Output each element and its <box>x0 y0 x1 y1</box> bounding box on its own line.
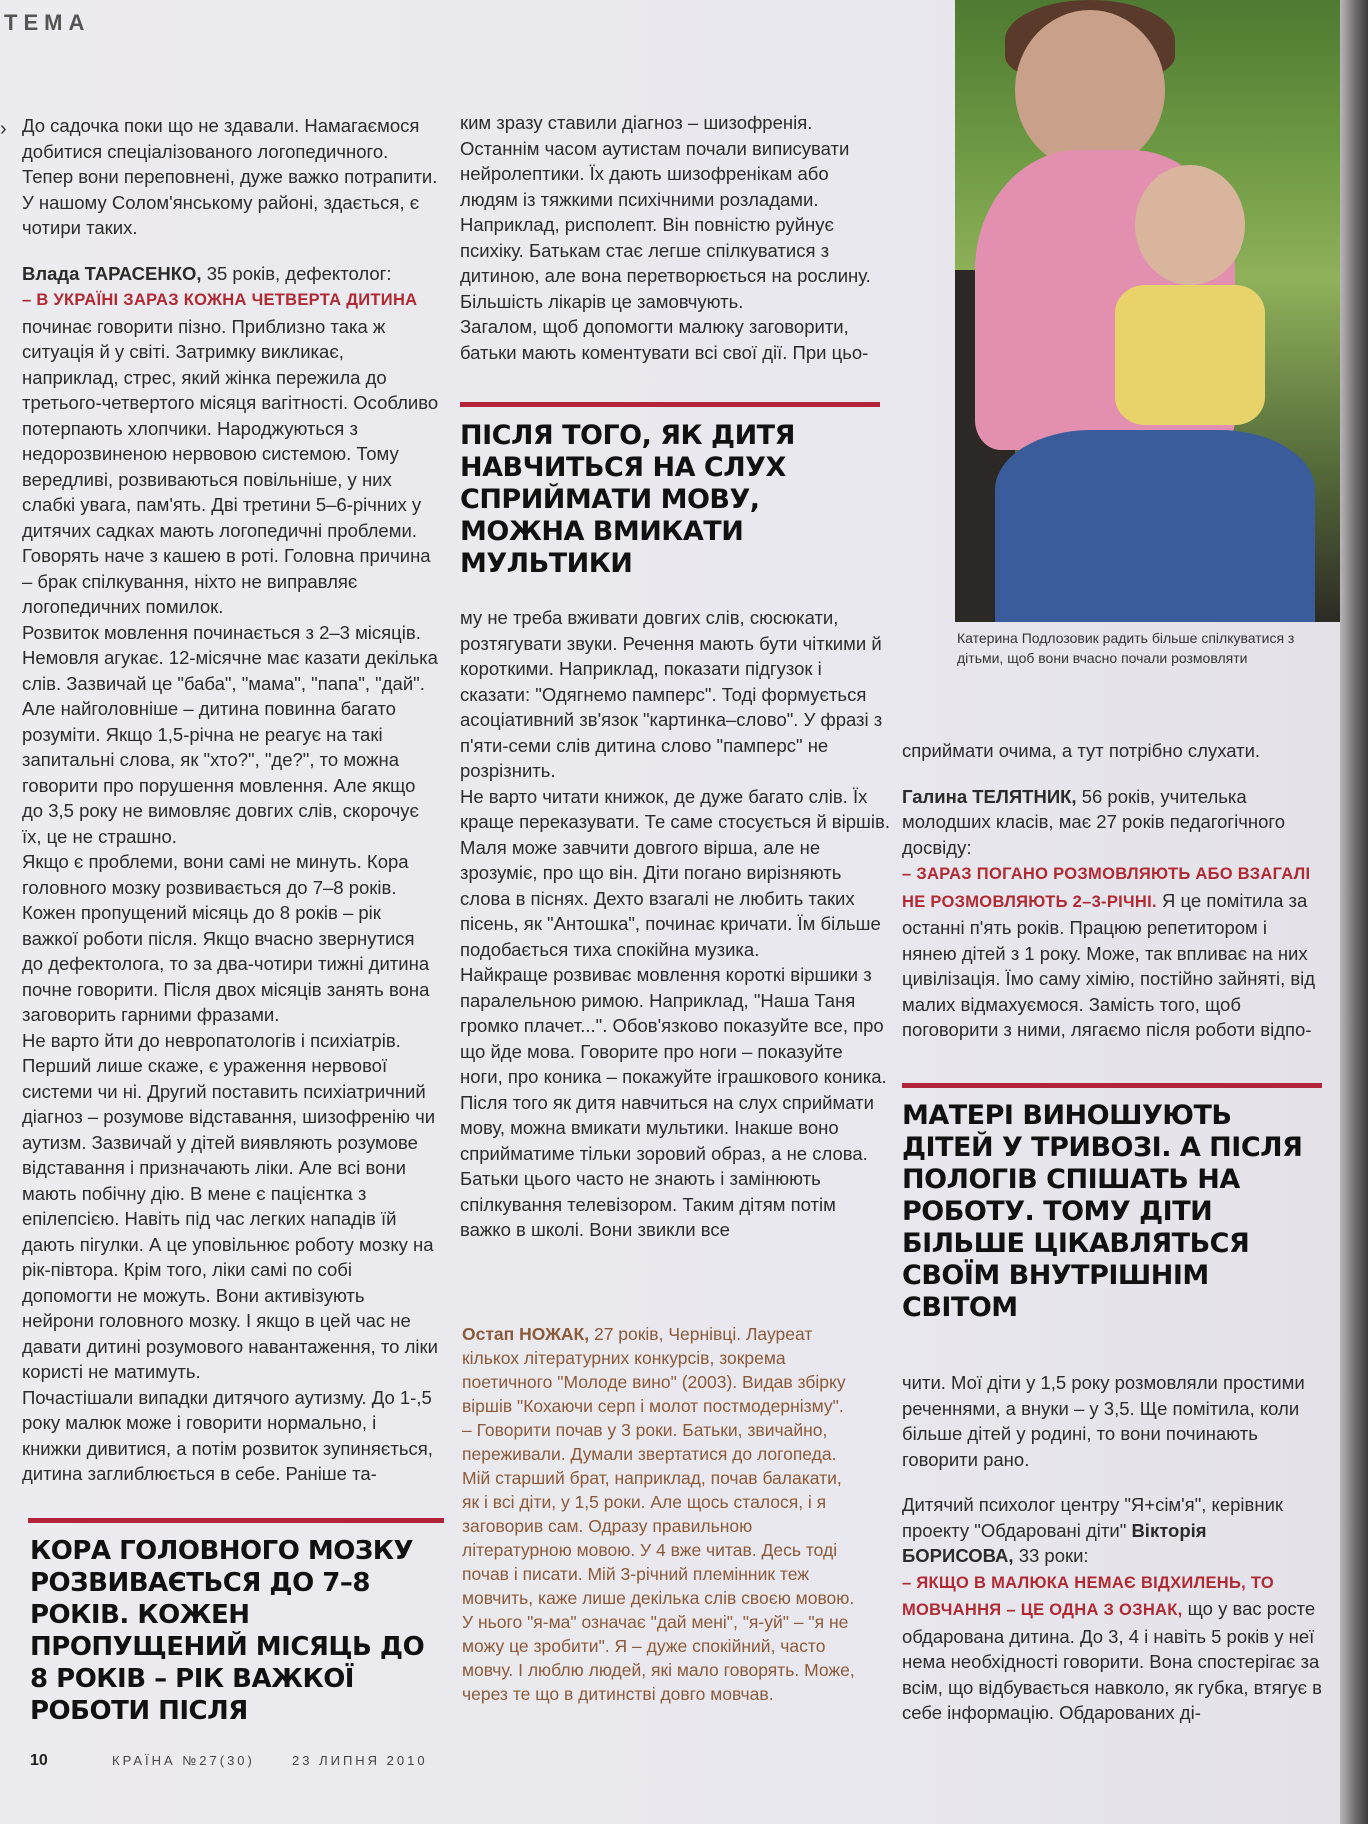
column-3-bottom <box>902 1370 1322 1726</box>
column-1 <box>22 113 440 1487</box>
paragraph: До садочка поки що не здавали. Намагаємося добитися спеціалізованого логопедичного. Тепер вони переповнені, дуже важко потрапити. У нашому Солом'янському районі, здається, є чотири таких. <box>22 115 438 238</box>
speaker-intro <box>902 784 1322 861</box>
column-2-bio <box>462 1322 862 1706</box>
paragraph: Не варто читати книжок, де дуже багато слів. Їх краще переказувати. Те саме стосується й віршів. Маля може завчити довгого вірша, але не зрозуміє, про що він. Діти погано вирізняють слова в піснях. Дехто взагалі не любить таких пісень, як "Антошка", починає кричати. Їм більше подобається тиха спокійна музика. <box>460 785 890 960</box>
page-number: 10 <box>30 1752 48 1769</box>
paragraph: Загалом, щоб допомогти малюку заговорити, батьки мають коментувати всі свої дії. При цьо- <box>460 316 869 363</box>
quote <box>902 1569 1322 1726</box>
paragraph: чити. Мої діти у 1,5 року розмовляли простими реченнями, а внуки – у 3,5. Ще помітила, коли більше дітей у родині, то вони починають говорити рано. <box>902 1372 1305 1470</box>
speaker-info: 35 років, дефектолог: <box>201 262 392 284</box>
quote-highlight: – ЗАРАЗ ПОГАНО РОЗМОВЛЯЮТЬ АБО ВЗАГАЛІ НЕ РОЗМОВЛЯЮТЬ 2–3-РІЧНІ. <box>902 865 1311 911</box>
paragraph: Найкраще розвиває мовлення короткі віршики з паралельною римою. Наприклад, "Наша Таня громко плачет...". Обов'язково показуйте все, про що йде мова. Говорите про ноги – показуйте ноги, про коника – покажуйте іграшкового коника. Після того як дитя навчиться на слух сприймати мову, можна вмикати мультики. Інакше воно сприйматиме тільки зоровий образ, а не слова. Батьки цього часто не знають і замінюють спілкування телевізором. Таким дітям потім важко в школі. Вони звикли все <box>460 964 887 1240</box>
paragraph: Не варто йти до невропатологів і психіатрів. Перший лише скаже, є ураження нервової системи чи ні. Другий поставить психіатричний діагноз – розумове відставання, шизофренію чи аутизм. Зазвичай у дітей виявляють розумове відставання і призначають ліки. Але всі вони мають побічну дію. В мене є пацієнтка з епілепсією. Навіть під час легких нападів їй дають пігулки. А це уповільнює роботу мозку на рік-півтора. Крім того, ліки самі по собі допомогти не можуть. Вони активізують нейрони головного мозку. І якщо в цей час не давати дитині розумового навантаження, то ліки користі не матимуть. <box>22 1029 438 1382</box>
quote-text: Я це помітила за останні п'ять років. Працюю репетитором і нянею дітей з 1 року. Може, так впливає на них цивілізація. Їмо саму хімію, постійно зайняті, від малих відмахуємося. Замість того, щоб поговорити з ними, лягаємо після роботи відпо- <box>902 889 1316 1040</box>
pull-quote-rule <box>460 402 880 407</box>
speaker-name: Галина ТЕЛЯТНИК, <box>902 785 1077 807</box>
page-edge <box>1340 0 1368 1824</box>
quote <box>22 286 440 620</box>
column-2-top <box>460 110 890 365</box>
quote-highlight: – ЯКЩО В МАЛЮКА НЕМАЄ ВІДХИЛЕНЬ, ТО МОВЧАННЯ – ЦЕ ОДНА З ОЗНАК, <box>902 1573 1275 1619</box>
chevron-right-icon: › <box>0 118 7 140</box>
speaker-name: Вікторія БОРИСОВА, <box>902 1519 1207 1566</box>
quote-text: починає говорити пізно. Приблизно така ж ситуація й у світі. Затримку викликає, наприклад, стрес, який жінка пережила до третього-четвертого місяця вагітності. Особливо потерпають хлопчики. Народжуються з недорозвиненою нервовою системою. Тому вередливі, розвиваються повільніше, у них слабкі увага, пам'ять. Дві третини 5–6-річних у дитячих садках мають логопедичні проблеми. Говорять наче з кашею в роті. Головна причина – брак спілкування, ніхто не виправляє логопедичних помилок. <box>22 315 439 617</box>
paragraph: сприймати очима, а тут потрібно слухати. <box>902 740 1261 761</box>
pull-quote: МАТЕРІ ВИНОШУЮТЬ ДІТЕЙ У ТРИВОЗІ. А ПІСЛЯ ПОЛОГІВ СПІШАТЬ НА РОБОТУ. ТОМУ ДІТИ БІЛЬШЕ ЦІКАВЛЯТЬСЯ СВОЇМ ВНУТРІШНІМ СВІТОМ <box>902 1100 1303 1323</box>
paragraph: ким зразу ставили діагноз – шизофренія. Останнім часом аутистам почали виписувати нейролептики. Їх дають шизофренікам або людям із тяжкими психічними розладами. Наприклад, рисполепт. Він повністю руйнує психіку. Батькам стає легше спілкуватися з дитиною, але вона перетворюється на рослину. Більшість лікарів це замовчують. <box>460 112 871 312</box>
pull-quote: КОРА ГОЛОВНОГО МОЗКУ РОЗВИВАЄТЬСЯ ДО 7–8 РОКІВ. КОЖЕН ПРОПУЩЕНИЙ МІСЯЦЬ ДО 8 РОКІВ – РІК ВАЖКОЇ РОБОТИ ПІСЛЯ <box>30 1536 425 1726</box>
speaker-info: 33 роки: <box>1013 1545 1089 1566</box>
speaker-intro <box>22 261 440 287</box>
pull-quote-rule <box>902 1083 1322 1088</box>
speaker-name: Влада ТАРАСЕНКО, <box>22 262 202 284</box>
pull-quote: ПІСЛЯ ТОГО, ЯК ДИТЯ НАВЧИТЬСЯ НА СЛУХ СПРИЙМАТИ МОВУ, МОЖНА ВМИКАТИ МУЛЬТИКИ <box>460 420 795 579</box>
speaker-role: Дитячий психолог центру "Я+сім'я", керівник проекту "Обдаровані діти" <box>902 1494 1284 1541</box>
quote <box>902 860 1322 1043</box>
photo-caption: Катерина Подлозовик радить більше спілкуватися з дітьми, щоб вони вчасно почали розмовляти <box>957 630 1295 666</box>
pull-quote-rule <box>28 1518 444 1523</box>
speaker-info: 56 років, учителька молодших класів, має 27 років педагогічного досвіду: <box>902 785 1285 858</box>
photo-mother-child <box>955 0 1340 622</box>
speaker-intro <box>902 1492 1322 1569</box>
bio <box>462 1322 862 1418</box>
bio-quote: – Говорити почав у 3 роки. Батьки, звичайно, переживали. Думали звертатися до логопеда. Мій старший брат, наприклад, почав балакати, як і всі діти, у 1,5 роки. Але щось сталося, і я заговорив сам. Одразу правильною літературною мовою. У 4 вже читав. Десь тоді почав і писати. Мій 3-річний племінник теж мовчить, каже лише декілька слів своєю мовою. У нього "я-ма" означає "дай мені", "я-уй" – "я не можу це зробити". Я – дуже спокійний, часто мовчу. І люблю людей, які мало говорять. Може, через те що в дитинстві довго мовчав. <box>462 1420 855 1704</box>
paragraph: Якщо є проблеми, вони самі не минуть. Кора головного мозку розвивається до 7–8 років. Кожен пропущений місяць до 8 років – рік важкої роботи після. Якщо вчасно звернутися до дефектолога, то за два-чотири тижні дитина почне говорити. Після двох місяців занять вона заговорить гарними фразами. <box>22 851 430 1025</box>
issue-date: 23 ЛИПНЯ 2010 <box>292 1753 428 1768</box>
magazine-issue: КРАЇНА №27(30) <box>112 1753 255 1768</box>
section-tag: ТЕМА <box>4 10 91 35</box>
quote-highlight: – В УКРАЇНІ ЗАРАЗ КОЖНА ЧЕТВЕРТА ДИТИНА <box>22 291 418 309</box>
paragraph: му не треба вживати довгих слів, сюсюкати, розтягувати звуки. Речення мають бути чіткими й короткими. Наприклад, показати підгузок і сказати: "Одягнемо памперс". Тоді формується асоціативний зв'язок "картинка–слово". У фразі з п'яти-семи слів дитина слово "памперс" не розрізнить. <box>460 607 883 781</box>
paragraph: Розвиток мовлення починається з 2–3 місяців. Немовля агукає. 12-місячне має казати декілька слів. Зазвичай це "баба", "мама", "папа", "дай". Але найголовніше – дитина повинна багато розуміти. Якщо 1,5-річна не реагує на такі запитальні слова, як "хто?", "де?", то можна говорити про порушення мовлення. Але якщо до 3,5 року не вимовляє довгих слів, скорочує їх, це не страшно. <box>22 621 438 847</box>
column-2-mid <box>460 605 890 1243</box>
column-3-top <box>902 738 1322 1043</box>
paragraph: Почастішали випадки дитячого аутизму. До 1-,5 року малюк може і говорити нормально, і книжки дивитися, а потім розвиток зупиняється, дитина заглиблюється в себе. Раніше та- <box>22 1386 433 1484</box>
bio-name: Остап НОЖАК, <box>462 1324 590 1344</box>
bio-info: 27 років, Чернівці. Лауреат кількох літературних конкурсів, зокрема поетичного "Молоде вино" (2003). Видав збірку віршів "Кохаючи серп і молот постмодернізму". <box>462 1324 846 1416</box>
quote-text: що у вас росте обдарована дитина. До 3, 4 і навіть 5 років у неї нема необхідності говорити. Вона спостерігає за всім, що відбувається навколо, як губка, втягує в себе інформацію. Обдарованих ді- <box>902 1598 1322 1723</box>
